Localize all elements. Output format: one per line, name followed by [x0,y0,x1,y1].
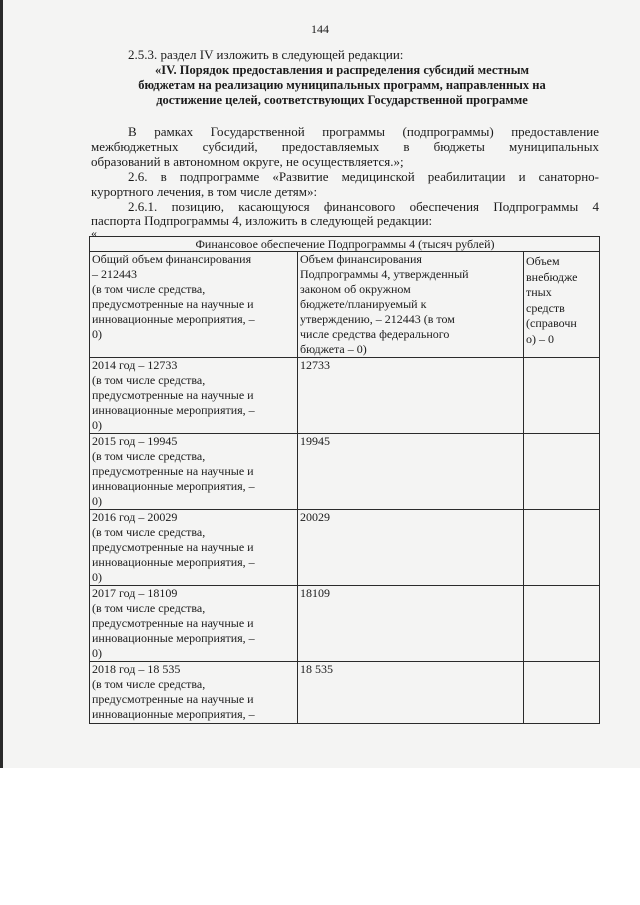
table-title-row [90,237,600,252]
table-title: Финансовое обеспечение Подпрограммы 4 (тысяч рублей) [90,237,600,252]
row-budget-amount [298,586,524,662]
table-row [90,662,600,724]
section-heading-line: достижение целей, соответствующих Государственной программе [156,93,528,107]
financing-table [89,236,600,724]
header-budget-volume-text: Объем финансирования Подпрограммы 4, утвержденный законом об окружном бюджете/планируемый к утверждению, – 212443 (в том числе средства федерального бюджета – 0) [300,252,469,356]
table-header-row [90,252,600,358]
row-budget-amount-text: 12733 [300,358,330,372]
row-budget-amount [298,662,524,724]
header-extrabudget-volume [524,252,600,358]
section-heading-line: «IV. Порядок предоставления и распределения субсидий местным [154,63,530,77]
section-intro: 2.5.3. раздел IV изложить в следующей редакции: [128,47,404,62]
paragraph-line: курортного лечения, в том числе детям»: [91,184,318,199]
row-extrabudget-amount [524,434,600,510]
paragraph-line: образований в автономном округе, не осуществляется.»; [91,154,404,169]
row-budget-amount [298,434,524,510]
row-year-total [90,434,298,510]
header-total-volume [90,252,298,358]
paragraph-line: 2.6.1. позицию, касающуюся финансового обеспечения Подпрограммы 4 [128,199,599,214]
row-budget-amount-text: 18109 [300,586,330,600]
row-year-total-text: 2017 год – 18109 (в том числе средства, предусмотренные на научные и инновационные мероприятия, – 0) [92,586,255,660]
row-year-total-text: 2018 год – 18 535 (в том числе средства, предусмотренные на научные и инновационные мероприятия, – [92,662,255,721]
table-row [90,510,600,586]
row-year-total-text: 2015 год – 19945 (в том числе средства, предусмотренные на научные и инновационные мероприятия, – 0) [92,434,255,508]
section-heading-line: бюджетам на реализацию муниципальных программ, направленных на [138,78,546,92]
page-number: 144 [311,22,329,36]
row-year-total [90,662,298,724]
header-budget-volume [298,252,524,358]
row-extrabudget-amount [524,662,600,724]
scan-edge-shadow [0,0,3,768]
opening-quote-mark: « [91,226,97,240]
paragraph-line: паспорта Подпрограммы 4, изложить в следующей редакции: [91,213,433,228]
row-budget-amount-text: 18 535 [300,662,333,676]
table-row [90,358,600,434]
row-year-total [90,358,298,434]
paragraph-line: В рамках Государственной программы (подпрограммы) предоставление [128,124,599,139]
row-budget-amount-text: 20029 [300,510,330,524]
row-extrabudget-amount [524,510,600,586]
row-budget-amount [298,358,524,434]
row-year-total-text: 2016 год – 20029 (в том числе средства, предусмотренные на научные и инновационные мероприятия, – 0) [92,510,255,584]
row-year-total-text: 2014 год – 12733 (в том числе средства, предусмотренные на научные и инновационные мероприятия, – 0) [92,358,255,432]
table-row [90,586,600,662]
header-extrabudget-volume-text: Объем внебюдже тных средств (справочн о) – 0 [526,254,578,346]
row-budget-amount [298,510,524,586]
row-extrabudget-amount [524,586,600,662]
paragraph-line: 2.6. в подпрограмме «Развитие медицинской реабилитации и санаторно- [128,169,599,184]
row-year-total [90,510,298,586]
table-row [90,434,600,510]
paragraph-line: межбюджетных субсидий, предоставляемых в бюджеты муниципальных [91,139,599,154]
row-year-total [90,586,298,662]
row-extrabudget-amount [524,358,600,434]
row-budget-amount-text: 19945 [300,434,330,448]
header-total-volume-text: Общий объем финансирования – 212443 (в том числе средства, предусмотренные на научные и инновационные мероприятия, – 0) [92,252,255,341]
